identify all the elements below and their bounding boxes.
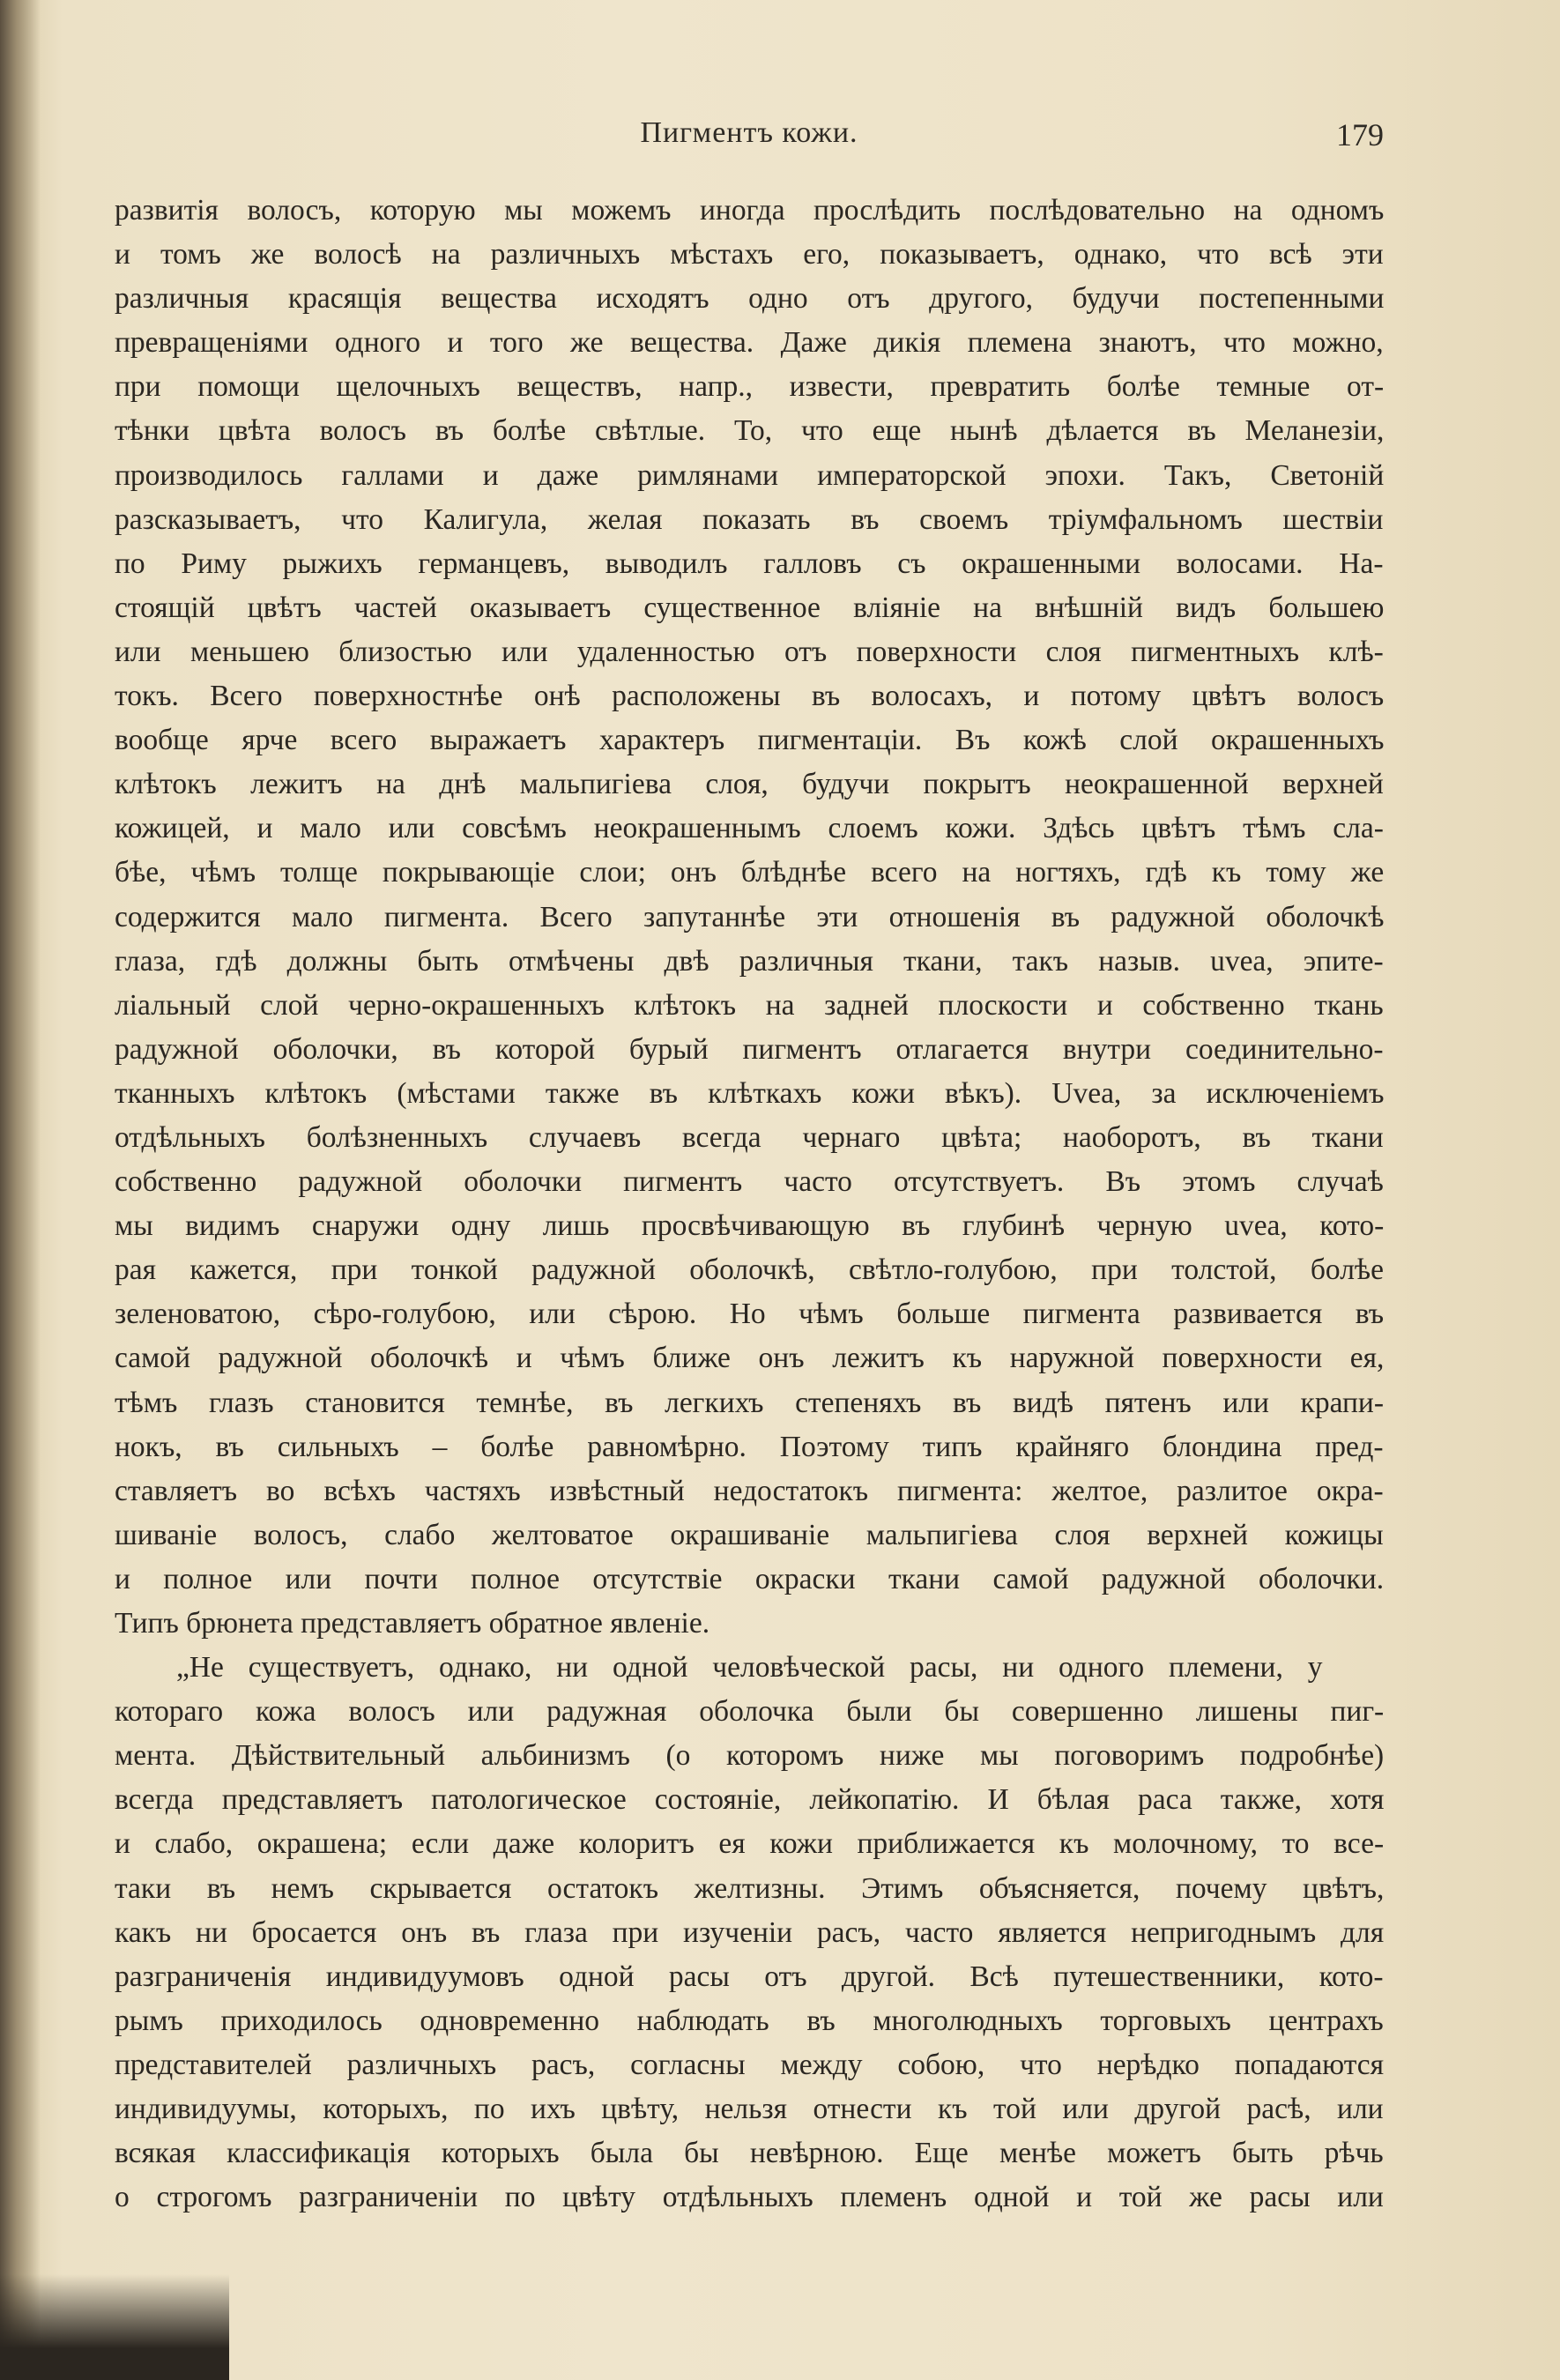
page-header	[115, 116, 1384, 160]
text-line: шиваніе волосъ, слабо желтоватое окрашиваніе мальпигіева слоя верхней кожицы	[115, 1518, 1384, 1551]
text-line: и слабо, окрашена; если даже колоритъ ея кожи приближается къ молочному, то все-	[115, 1827, 1385, 1861]
text-line: различныя красящія вещества исходятъ одно отъ другого, будучи постепенными	[115, 282, 1385, 316]
text-line: какъ ни бросается онъ въ глаза при изученіи расъ, часто является непригоднымъ для	[115, 1915, 1385, 1949]
text-line: ліальный слой черно-окрашенныхъ клѣтокъ на задней плоскости и собственно ткань	[115, 988, 1384, 1022]
binding-shadow	[0, 0, 41, 2380]
body-text	[115, 189, 1384, 2220]
text-line: о строгомъ разграниченіи по цвѣту отдѣльныхъ племенъ одной и той же расы или	[115, 2181, 1384, 2214]
text-line: „Не существуетъ, однако, ни одной человѣческой расы, ни одного племени, у	[176, 1651, 1323, 1685]
text-line: по Риму рыжихъ германцевъ, выводилъ галловъ съ окрашенными волосами. На-	[115, 547, 1384, 580]
text-line: отдѣльныхъ болѣзненныхъ случаевъ всегда чернаго цвѣта; наоборотъ, въ ткани	[115, 1120, 1384, 1154]
paragraph-1	[115, 189, 1384, 1646]
text-line: кожицей, и мало или совсѣмъ неокрашеннымъ слоемъ кожи. Здѣсь цвѣтъ тѣмъ сла-	[115, 812, 1384, 845]
text-line: представителей различныхъ расъ, согласны между собою, что нерѣдко попадаются	[115, 2048, 1385, 2081]
text-line: индивидуумы, которыхъ, по ихъ цвѣту, нельзя отнести къ той или другой расѣ, или	[115, 2093, 1384, 2126]
text-line: рая кажется, при тонкой радужной оболочкѣ, свѣтло-голубою, при толстой, болѣе	[115, 1253, 1384, 1287]
text-line: Типъ брюнета представляетъ обратное явленіе.	[115, 1607, 710, 1640]
text-line: глаза, гдѣ должны быть отмѣчены двѣ различныя ткани, такъ назыв. uvea, эпите-	[115, 944, 1384, 978]
text-line: таки въ немъ скрывается остатокъ желтизны. Этимъ объясняется, почему цвѣтъ,	[115, 1871, 1385, 1905]
text-line: содержится мало пигмента. Всего запутаннѣе эти отношенія въ радужной оболочкѣ	[115, 900, 1385, 933]
text-line: мента. Дѣйствительный альбинизмъ (о которомъ ниже мы поговоримъ подробнѣе)	[115, 1739, 1385, 1773]
text-line: тѣмъ глазъ становится темнѣе, въ легкихъ степеняхъ въ видѣ пятенъ или крапи-	[115, 1386, 1385, 1419]
text-line: мы видимъ снаружи одну лишь просвѣчивающую въ глубинѣ черную uvea, кото-	[115, 1209, 1385, 1243]
text-line: собственно радужной оболочки пигментъ часто отсутствуетъ. Въ этомъ случаѣ	[115, 1165, 1384, 1199]
text-line: стоящій цвѣтъ частей оказываетъ существенное вліяніе на внѣшній видъ большею	[115, 591, 1385, 624]
text-line: всякая классификація которыхъ была бы невѣрною. Еще менѣе можетъ быть рѣчь	[115, 2137, 1384, 2170]
text-line: ставляетъ во всѣхъ частяхъ извѣстный недостатокъ пигмента: желтое, разлитое окра-	[115, 1474, 1384, 1507]
text-line: разсказываетъ, что Калигула, желая показать въ своемъ тріумфальномъ шествіи	[115, 502, 1384, 536]
text-line: клѣтокъ лежитъ на днѣ мальпигіева слоя, будучи покрытъ неокрашенной верхней	[115, 768, 1384, 801]
text-line: и полное или почти полное отсутствіе окраски ткани самой радужной оболочки.	[115, 1562, 1385, 1595]
page-edge-shadow	[0, 2274, 229, 2380]
text-line: и томъ же волосѣ на различныхъ мѣстахъ его, показываетъ, однако, что всѣ эти	[115, 238, 1384, 271]
text-line: при помощи щелочныхъ веществъ, напр., извести, превратить болѣе темные от-	[115, 370, 1385, 404]
text-line: тѣнки цвѣта волосъ въ болѣе свѣтлые. То, что еще нынѣ дѣлается въ Меланезіи,	[115, 414, 1385, 448]
page-number: 179	[1336, 117, 1384, 152]
text-line: превращеніями одного и того же вещества. Даже дикія племена знаютъ, что можно,	[115, 326, 1384, 360]
text-line: всегда представляетъ патологическое состояніе, лейкопатію. И бѣлая раса также, хотя	[115, 1783, 1385, 1817]
paragraph-2	[115, 1646, 1384, 2220]
text-line: нокъ, въ сильныхъ – болѣе равномѣрно. Поэтому типъ крайняго блондина пред-	[115, 1430, 1384, 1463]
text-line: токъ. Всего поверхностнѣе онѣ расположены въ волосахъ, и потому цвѣтъ волосъ	[115, 680, 1385, 713]
text-line: производилось галлами и даже римлянами императорской эпохи. Такъ, Светоній	[115, 458, 1385, 492]
text-line: зеленоватою, сѣро-голубою, или сѣрою. Но чѣмъ больше пигмента развивается въ	[115, 1298, 1385, 1331]
text-line: бѣе, чѣмъ толще покрывающіе слои; онъ блѣднѣе всего на ногтяхъ, гдѣ къ тому же	[115, 856, 1385, 889]
text-line: рымъ приходилось одновременно наблюдать въ многолюдныхъ торговыхъ центрахъ	[115, 2004, 1384, 2037]
text-line: радужной оболочки, въ которой бурый пигментъ отлагается внутри соединительно-	[115, 1032, 1384, 1066]
running-title: Пигментъ кожи.	[640, 116, 858, 149]
text-line: самой радужной оболочкѣ и чѣмъ ближе онъ лежитъ къ наружной поверхности ея,	[115, 1342, 1385, 1375]
text-line: тканныхъ клѣтокъ (мѣстами также въ клѣткахъ кожи вѣкъ). Uvea, за исключеніемъ	[115, 1076, 1385, 1110]
text-line: вообще ярче всего выражаетъ характеръ пигментаціи. Въ кожѣ слой окрашенныхъ	[115, 724, 1385, 757]
text-line: котораго кожа волосъ или радужная оболочка были бы совершенно лишены пиг-	[115, 1695, 1385, 1729]
text-line: развитія волосъ, которую мы можемъ иногда прослѣдить послѣдовательно на одномъ	[115, 194, 1385, 227]
text-line: или меньшею близостью или удаленностью отъ поверхности слоя пигментныхъ клѣ-	[115, 635, 1384, 668]
text-line: разграниченія индивидуумовъ одной расы отъ другой. Всѣ путешественники, кото-	[115, 1960, 1384, 1993]
